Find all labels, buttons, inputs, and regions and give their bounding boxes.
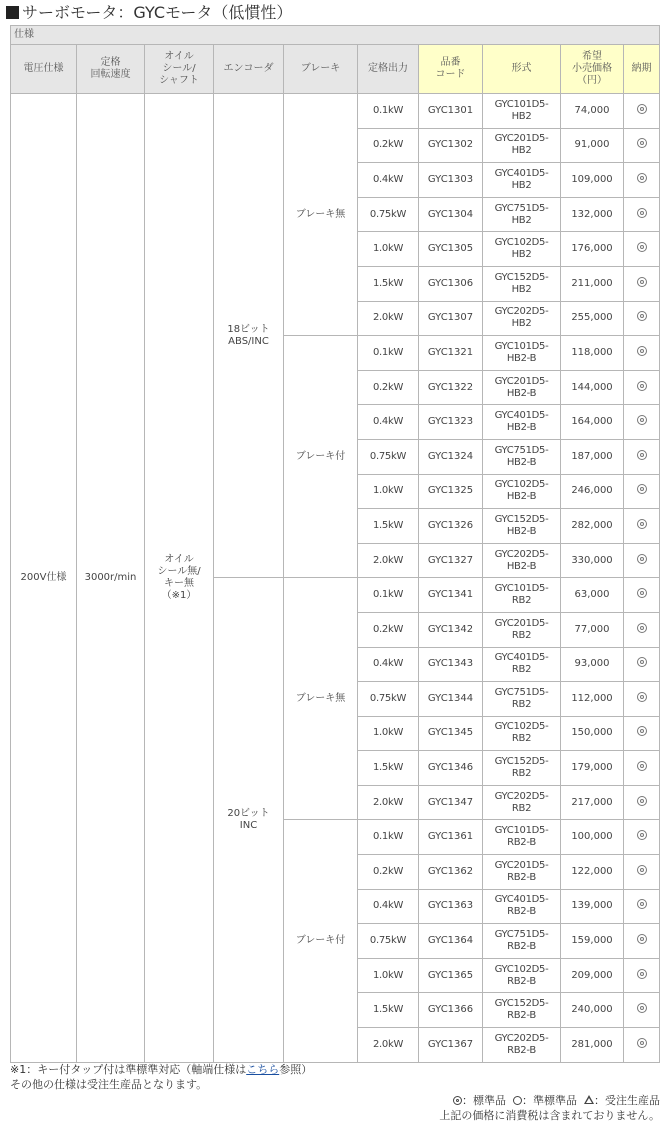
price-cell: 176,000: [561, 232, 624, 267]
price-cell: 77,000: [561, 612, 624, 647]
standard-mark-icon: [637, 381, 647, 391]
standard-mark-icon: [637, 1038, 647, 1048]
standard-mark-icon: [637, 1003, 647, 1013]
col-delivery: 納期: [624, 45, 660, 94]
code-cell: GYC1302: [419, 128, 483, 163]
model-cell: GYC751D5- HB2-B: [483, 439, 561, 474]
delivery-cell: [624, 266, 660, 301]
price-cell: 217,000: [561, 785, 624, 820]
price-cell: 179,000: [561, 751, 624, 786]
standard-mark-icon: [637, 657, 647, 667]
code-cell: GYC1305: [419, 232, 483, 267]
code-cell: GYC1303: [419, 163, 483, 198]
price-cell: 118,000: [561, 336, 624, 371]
price-cell: 281,000: [561, 1028, 624, 1063]
price-cell: 282,000: [561, 509, 624, 544]
group-header: 仕様: [11, 26, 660, 45]
model-cell: GYC102D5- RB2: [483, 716, 561, 751]
standard-mark-icon: [637, 519, 647, 529]
code-cell: GYC1341: [419, 578, 483, 613]
output-cell: 0.2kW: [358, 128, 419, 163]
output-cell: 1.5kW: [358, 751, 419, 786]
code-cell: GYC1322: [419, 370, 483, 405]
price-cell: 187,000: [561, 439, 624, 474]
col-price: 希望 小売価格 （円）: [561, 45, 624, 94]
output-cell: 1.0kW: [358, 958, 419, 993]
model-cell: GYC401D5- RB2-B: [483, 889, 561, 924]
delivery-cell: [624, 612, 660, 647]
code-cell: GYC1362: [419, 855, 483, 890]
price-cell: 159,000: [561, 924, 624, 959]
col-brake: ブレーキ: [284, 45, 358, 94]
delivery-cell: [624, 924, 660, 959]
model-cell: GYC152D5- RB2: [483, 751, 561, 786]
code-cell: GYC1363: [419, 889, 483, 924]
model-cell: GYC201D5- RB2-B: [483, 855, 561, 890]
model-cell: GYC401D5- RB2: [483, 647, 561, 682]
delivery-cell: [624, 94, 660, 129]
brake-cell: ブレーキ無: [284, 578, 358, 820]
spec-table: [10, 25, 660, 1063]
delivery-cell: [624, 128, 660, 163]
code-cell: GYC1343: [419, 647, 483, 682]
model-cell: GYC101D5- HB2-B: [483, 336, 561, 371]
brake-cell: ブレーキ付: [284, 336, 358, 578]
delivery-cell: [624, 751, 660, 786]
delivery-cell: [624, 405, 660, 440]
price-cell: 74,000: [561, 94, 624, 129]
code-cell: GYC1361: [419, 820, 483, 855]
code-cell: GYC1327: [419, 543, 483, 578]
code-cell: GYC1366: [419, 993, 483, 1028]
output-cell: 0.2kW: [358, 612, 419, 647]
model-cell: GYC101D5- HB2: [483, 94, 561, 129]
note-1: ※1：キー付タップ付は準標準対応（軸端仕様はこちら参照）: [10, 1063, 313, 1076]
standard-mark-icon: [637, 311, 647, 321]
output-cell: 1.5kW: [358, 509, 419, 544]
brake-cell: ブレーキ無: [284, 94, 358, 336]
standard-mark-icon: [637, 208, 647, 218]
table-body: [11, 94, 660, 1063]
triangle-icon: [584, 1095, 594, 1104]
delivery-cell: [624, 301, 660, 336]
standard-mark-icon: [637, 692, 647, 702]
code-cell: GYC1367: [419, 1028, 483, 1063]
code-cell: GYC1365: [419, 958, 483, 993]
output-cell: 1.0kW: [358, 716, 419, 751]
code-cell: GYC1321: [419, 336, 483, 371]
legend-symbols: ：標準品 ：準標準品 ：受注生産品: [439, 1093, 660, 1108]
standard-mark-icon: [637, 484, 647, 494]
price-cell: 150,000: [561, 716, 624, 751]
col-code: 品番 コード: [419, 45, 483, 94]
standard-mark-icon: [637, 104, 647, 114]
price-cell: 240,000: [561, 993, 624, 1028]
page-title-text: サーボモータ：GYCモータ（低慣性）: [22, 3, 293, 22]
output-cell: 0.4kW: [358, 889, 419, 924]
code-cell: GYC1364: [419, 924, 483, 959]
model-cell: GYC102D5- HB2-B: [483, 474, 561, 509]
price-cell: 330,000: [561, 543, 624, 578]
model-cell: GYC101D5- RB2-B: [483, 820, 561, 855]
delivery-cell: [624, 509, 660, 544]
delivery-cell: [624, 232, 660, 267]
standard-mark-icon: [637, 138, 647, 148]
code-cell: GYC1301: [419, 94, 483, 129]
output-cell: 2.0kW: [358, 785, 419, 820]
double-circle-icon: [453, 1096, 462, 1105]
delivery-cell: [624, 1028, 660, 1063]
code-cell: GYC1347: [419, 785, 483, 820]
standard-mark-icon: [637, 588, 647, 598]
output-cell: 2.0kW: [358, 1028, 419, 1063]
delivery-cell: [624, 889, 660, 924]
model-cell: GYC202D5- HB2: [483, 301, 561, 336]
model-cell: GYC751D5- RB2-B: [483, 924, 561, 959]
output-cell: 0.1kW: [358, 578, 419, 613]
code-cell: GYC1306: [419, 266, 483, 301]
code-cell: GYC1344: [419, 682, 483, 717]
delivery-cell: [624, 958, 660, 993]
delivery-cell: [624, 197, 660, 232]
model-cell: GYC201D5- RB2: [483, 612, 561, 647]
model-cell: GYC751D5- RB2: [483, 682, 561, 717]
output-cell: 2.0kW: [358, 543, 419, 578]
model-cell: GYC152D5- HB2: [483, 266, 561, 301]
price-cell: 246,000: [561, 474, 624, 509]
model-cell: GYC751D5- HB2: [483, 197, 561, 232]
standard-mark-icon: [637, 969, 647, 979]
output-cell: 0.75kW: [358, 197, 419, 232]
seal-cell: オイル シール無/ キー無 （※1）: [145, 94, 214, 1063]
delivery-cell: [624, 820, 660, 855]
output-cell: 0.75kW: [358, 682, 419, 717]
delivery-cell: [624, 336, 660, 371]
model-cell: GYC401D5- HB2: [483, 163, 561, 198]
standard-mark-icon: [637, 865, 647, 875]
delivery-cell: [624, 785, 660, 820]
standard-mark-icon: [637, 623, 647, 633]
output-cell: 0.75kW: [358, 924, 419, 959]
price-cell: 100,000: [561, 820, 624, 855]
output-cell: 1.0kW: [358, 474, 419, 509]
encoder-cell: 18ビット ABS/INC: [214, 94, 284, 578]
model-cell: GYC202D5- RB2: [483, 785, 561, 820]
output-cell: 0.1kW: [358, 336, 419, 371]
tax-note: 上記の価格に消費税は含まれておりません。: [439, 1109, 660, 1122]
model-cell: GYC201D5- HB2-B: [483, 370, 561, 405]
standard-mark-icon: [637, 450, 647, 460]
shaft-spec-link[interactable]: こちら: [246, 1063, 280, 1076]
delivery-cell: [624, 543, 660, 578]
model-cell: GYC101D5- RB2: [483, 578, 561, 613]
model-cell: GYC202D5- HB2-B: [483, 543, 561, 578]
delivery-cell: [624, 578, 660, 613]
model-cell: GYC102D5- HB2: [483, 232, 561, 267]
code-cell: GYC1346: [419, 751, 483, 786]
voltage-cell: 200V仕様: [11, 94, 77, 1063]
standard-mark-icon: [637, 173, 647, 183]
table-row: [11, 94, 660, 129]
delivery-cell: [624, 716, 660, 751]
price-cell: 93,000: [561, 647, 624, 682]
price-cell: 255,000: [561, 301, 624, 336]
price-cell: 209,000: [561, 958, 624, 993]
model-cell: GYC401D5- HB2-B: [483, 405, 561, 440]
price-cell: 144,000: [561, 370, 624, 405]
standard-mark-icon: [637, 761, 647, 771]
price-cell: 109,000: [561, 163, 624, 198]
square-bullet-icon: [6, 6, 19, 19]
standard-mark-icon: [637, 796, 647, 806]
col-model: 形式: [483, 45, 561, 94]
price-cell: 164,000: [561, 405, 624, 440]
delivery-cell: [624, 474, 660, 509]
code-cell: GYC1342: [419, 612, 483, 647]
output-cell: 0.75kW: [358, 439, 419, 474]
output-cell: 0.1kW: [358, 94, 419, 129]
legend: [439, 1093, 660, 1123]
output-cell: 0.1kW: [358, 820, 419, 855]
output-cell: 2.0kW: [358, 301, 419, 336]
col-output: 定格出力: [358, 45, 419, 94]
code-cell: GYC1304: [419, 197, 483, 232]
page-title: [6, 2, 292, 24]
encoder-cell: 20ビット INC: [214, 578, 284, 1062]
code-cell: GYC1325: [419, 474, 483, 509]
delivery-cell: [624, 855, 660, 890]
col-encoder: エンコーダ: [214, 45, 284, 94]
circle-icon: [513, 1096, 522, 1105]
price-cell: 112,000: [561, 682, 624, 717]
output-cell: 1.0kW: [358, 232, 419, 267]
price-cell: 211,000: [561, 266, 624, 301]
code-cell: GYC1326: [419, 509, 483, 544]
delivery-cell: [624, 993, 660, 1028]
code-cell: GYC1345: [419, 716, 483, 751]
output-cell: 0.4kW: [358, 405, 419, 440]
price-cell: 91,000: [561, 128, 624, 163]
standard-mark-icon: [637, 346, 647, 356]
output-cell: 0.4kW: [358, 163, 419, 198]
col-seal: オイル シール/ シャフト: [145, 45, 214, 94]
price-cell: 63,000: [561, 578, 624, 613]
delivery-cell: [624, 439, 660, 474]
code-cell: GYC1323: [419, 405, 483, 440]
price-cell: 139,000: [561, 889, 624, 924]
standard-mark-icon: [637, 415, 647, 425]
standard-mark-icon: [637, 830, 647, 840]
delivery-cell: [624, 370, 660, 405]
model-cell: GYC102D5- RB2-B: [483, 958, 561, 993]
standard-mark-icon: [637, 554, 647, 564]
output-cell: 0.4kW: [358, 647, 419, 682]
model-cell: GYC152D5- HB2-B: [483, 509, 561, 544]
code-cell: GYC1324: [419, 439, 483, 474]
model-cell: GYC202D5- RB2-B: [483, 1028, 561, 1063]
delivery-cell: [624, 647, 660, 682]
output-cell: 1.5kW: [358, 266, 419, 301]
model-cell: GYC201D5- HB2: [483, 128, 561, 163]
output-cell: 0.2kW: [358, 370, 419, 405]
model-cell: GYC152D5- RB2-B: [483, 993, 561, 1028]
standard-mark-icon: [637, 277, 647, 287]
price-cell: 122,000: [561, 855, 624, 890]
output-cell: 1.5kW: [358, 993, 419, 1028]
standard-mark-icon: [637, 242, 647, 252]
col-voltage: 電圧仕様: [11, 45, 77, 94]
standard-mark-icon: [637, 726, 647, 736]
notes: [10, 1062, 660, 1092]
speed-cell: 3000r/min: [77, 94, 145, 1063]
note-2: その他の仕様は受注生産品となります。: [10, 1078, 208, 1091]
delivery-cell: [624, 682, 660, 717]
standard-mark-icon: [637, 899, 647, 909]
output-cell: 0.2kW: [358, 855, 419, 890]
price-cell: 132,000: [561, 197, 624, 232]
delivery-cell: [624, 163, 660, 198]
standard-mark-icon: [637, 934, 647, 944]
col-speed: 定格 回転速度: [77, 45, 145, 94]
code-cell: GYC1307: [419, 301, 483, 336]
brake-cell: ブレーキ付: [284, 820, 358, 1062]
